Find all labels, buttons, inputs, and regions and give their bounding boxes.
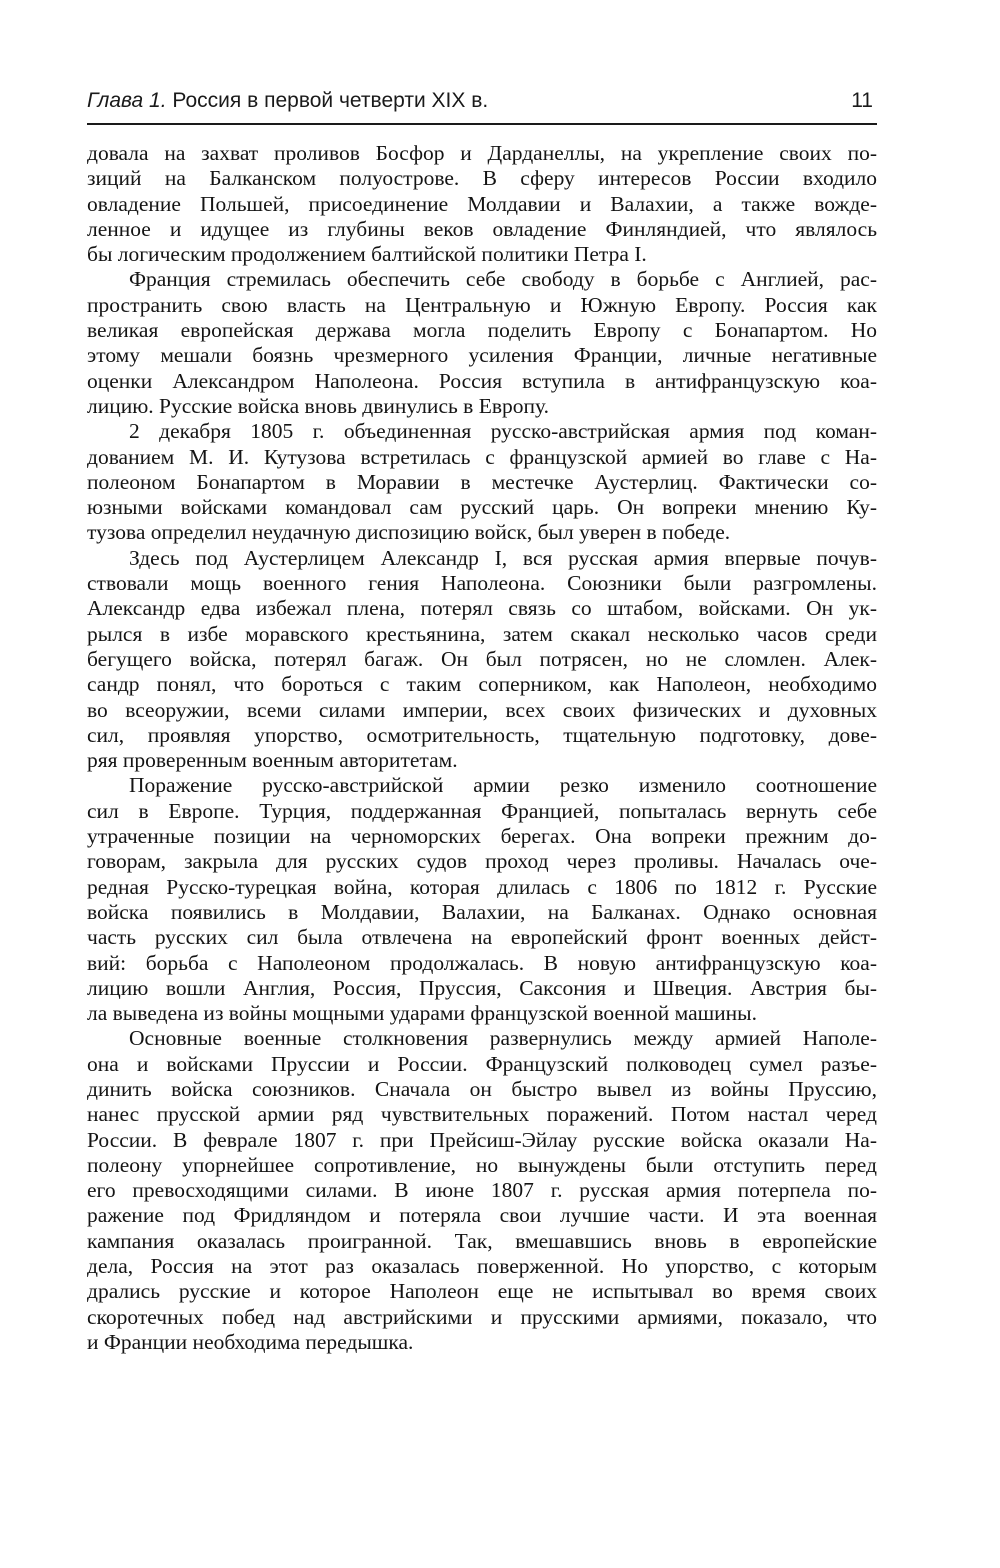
text-line: динить войска союзников. Сначала он быстро вывел из войны Пруссию,: [87, 1076, 877, 1101]
text-line: овладение Польшей, присоединение Молдавии и Валахии, а также вожде-: [87, 191, 877, 216]
text-line: сил в Европе. Турция, поддержанная Францией, попыталась вернуть себе: [87, 798, 877, 823]
text-line: 2 декабря 1805 г. объединенная русско-австрийская армия под коман-: [129, 419, 877, 444]
text-line: дованием М. И. Кутузова встретилась с французской армией во главе с На-: [87, 444, 877, 469]
text-line: бегущего войска, потерял багаж. Он был потрясен, но не сломлен. Алек-: [87, 646, 877, 671]
text-line: лицию вошли Англия, Россия, Пруссия, Саксония и Швеция. Австрия бы-: [87, 975, 877, 1000]
text-line: ствовали мощь военного гения Наполеона. Союзники были разгромлены.: [87, 571, 877, 596]
text-line: Здесь под Аустерлицем Александр I, вся русская армия впервые почув-: [129, 545, 877, 570]
paragraph: [87, 546, 877, 774]
paragraph: [87, 419, 877, 545]
text-line: зиций на Балканском полуострове. В сферу интересов России входило: [87, 166, 877, 191]
text-line: говорам, закрыла для русских судов проход через проливы. Началась оче-: [87, 849, 877, 874]
paragraph: [87, 267, 877, 419]
text-line: часть русских сил была отвлечена на европейский фронт военных дейст-: [87, 925, 877, 950]
paragraph: [87, 141, 877, 267]
text-line: кампания оказалась проигранной. Так, вмешавшись вновь в европейские: [87, 1228, 877, 1253]
text-line: оценки Александром Наполеона. Россия вступила в антифранцузскую коа-: [87, 368, 877, 393]
text-line: ла выведена из войны мощными ударами французской военной машины.: [87, 1001, 757, 1026]
text-line: сандр понял, что бороться с таким соперником, как Наполеон, необходимо: [87, 672, 877, 697]
header-rule: [87, 123, 877, 125]
text-line: Александр едва избежал плена, потерял связь со штабом, войсками. Он ук-: [87, 596, 877, 621]
text-line: во всеоружии, всеми силами империи, всех своих физических и духовных: [87, 697, 877, 722]
text-line: сил, проявляя упорство, осмотрительность, тщательную подготовку, дове-: [87, 722, 877, 747]
text-line: дела, Россия на этот раз оказалась поверженной. Но упорство, с которым: [87, 1254, 877, 1279]
text-line: бы логическим продолжением балтийской политики Петра I.: [87, 242, 647, 267]
text-line: полеону упорнейшее сопротивление, но вынуждены были отступить перед: [87, 1152, 877, 1177]
text-line: Поражение русско-австрийской армии резко изменило соотношение: [129, 773, 877, 798]
text-line: лицию. Русские войска вновь двинулись в Европу.: [87, 393, 549, 418]
text-line: ражение под Фридляндом и потеряла свои лучшие части. И эта военная: [87, 1203, 877, 1228]
text-line: полеоном Бонапартом в Моравии в местечке Аустерлиц. Фактически со-: [87, 469, 877, 494]
text-line: Франция стремилась обеспечить себе свободу в борьбе с Англией, рас-: [129, 267, 877, 292]
text-line: этому мешали боязнь чрезмерного усиления Франции, личные негативные: [87, 343, 877, 368]
chapter-label: Глава 1.: [87, 89, 167, 112]
text-line: редная Русско-турецкая война, которая длилась с 1806 по 1812 г. Русские: [87, 874, 877, 899]
text-line: нанес прусской армии ряд чувствительных поражений. Потом настал черед: [87, 1102, 877, 1127]
paragraph: [87, 1026, 877, 1355]
text-line: ряя проверенным военным авторитетам.: [87, 748, 458, 773]
text-line: России. В феврале 1807 г. при Прейсиш-Эйлау русские войска оказали На-: [87, 1127, 877, 1152]
text-line: юзными войсками командовал сам русский царь. Он вопреки мнению Ку-: [87, 495, 877, 520]
text-line: она и войсками Пруссии и России. Французский полководец сумел разъе-: [87, 1051, 877, 1076]
text-line: и Франции необходима передышка.: [87, 1329, 414, 1354]
page-number: 11: [851, 89, 873, 112]
text-line: дрались русские и которое Наполеон еще не испытывал во время своих: [87, 1279, 877, 1304]
text-line: рылся в избе моравского крестьянина, затем скакал несколько часов среди: [87, 621, 877, 646]
text-line: ленное и идущее из глубины веков овладение Финляндией, что являлось: [87, 216, 877, 241]
text-line: войска появились в Молдавии, Валахии, на Балканах. Однако основная: [87, 899, 877, 924]
text-line: Основные военные столкновения развернулись между армией Наполе-: [129, 1026, 877, 1051]
chapter-title: Россия в первой четверти XIX в.: [172, 89, 489, 112]
text-line: довала на захват проливов Босфор и Дарданеллы, на укрепление своих по-: [87, 141, 877, 165]
text-line: скоротечных побед над австрийскими и прусскими армиями, показало, что: [87, 1304, 877, 1329]
text-line: его превосходящими силами. В июне 1807 г. русская армия потерпела по-: [87, 1178, 877, 1203]
text-line: вий: борьба с Наполеоном продолжалась. В новую антифранцузскую коа-: [87, 950, 877, 975]
text-line: утраченные позиции на черноморских берегах. Она вопреки прежним до-: [87, 824, 877, 849]
running-header: [87, 86, 877, 116]
text-line: великая европейская держава могла поделить Европу с Бонапартом. Но: [87, 318, 877, 343]
paragraph: [87, 773, 877, 1026]
text-line: тузова определил неудачную диспозицию войск, был уверен в победе.: [87, 520, 731, 545]
book-page: [87, 0, 877, 1568]
body-text: [87, 141, 877, 1355]
text-line: пространить свою власть на Центральную и Южную Европу. Россия как: [87, 292, 877, 317]
